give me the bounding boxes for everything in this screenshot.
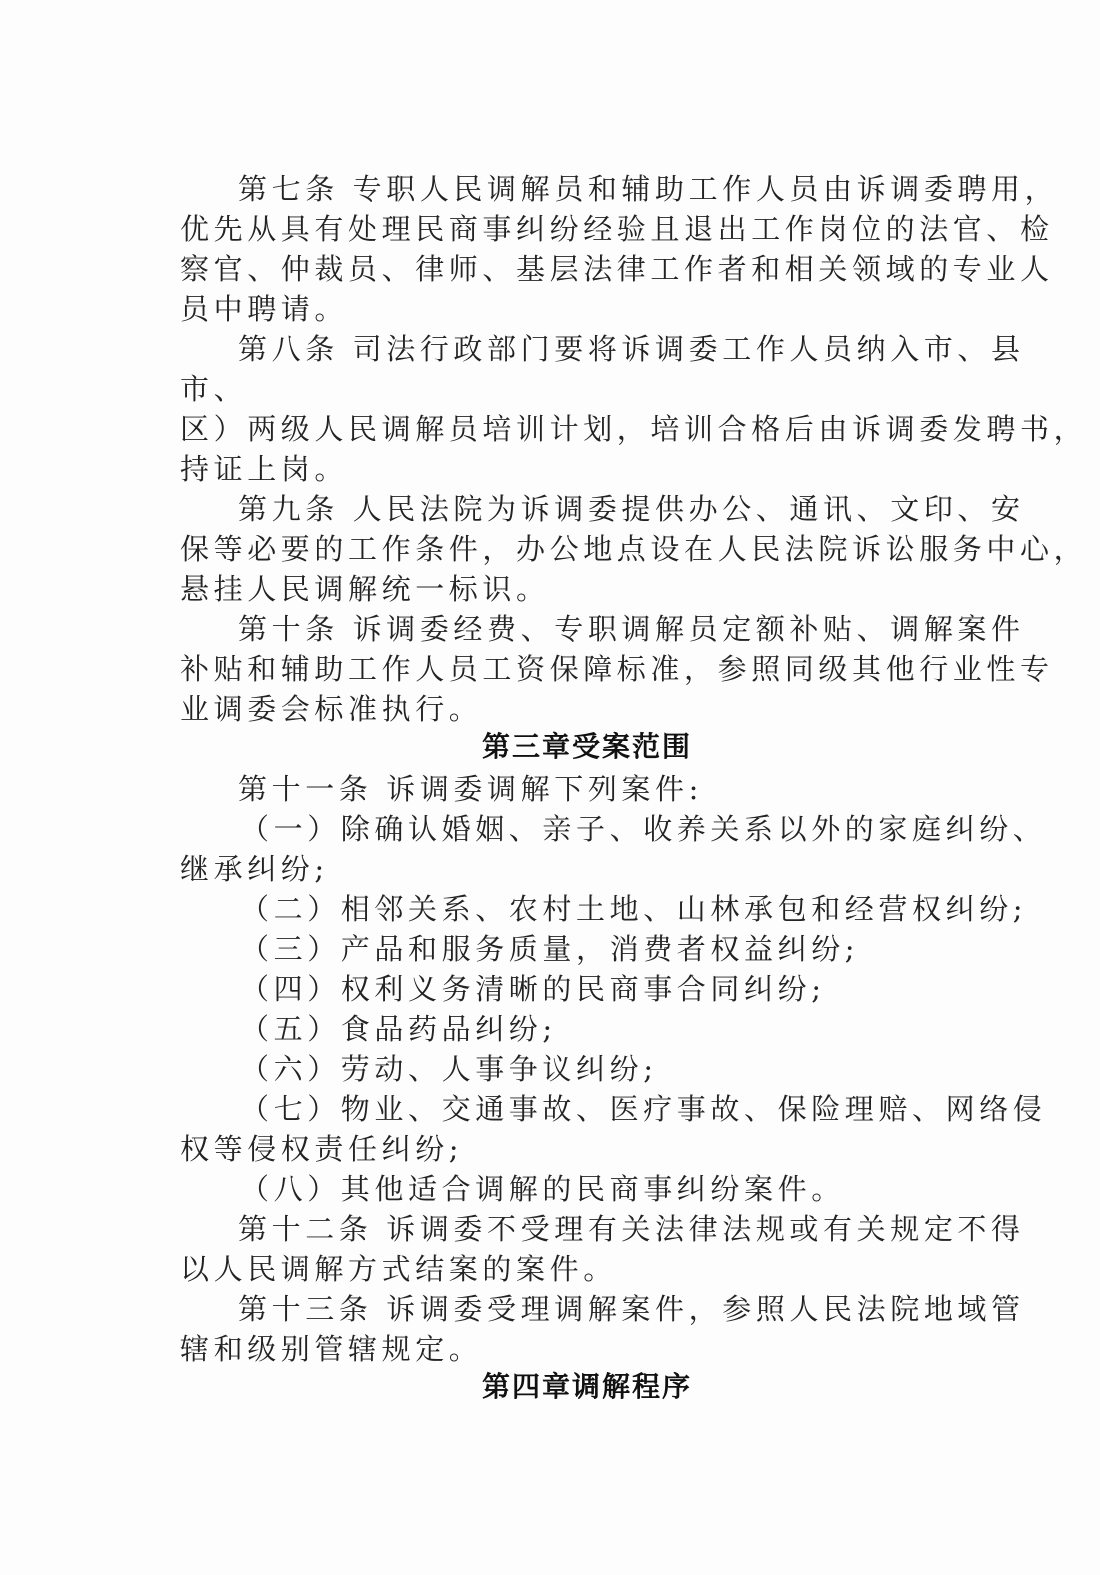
article-7-line-2: 优先从具有处理民商事纠纷经验且退出工作岗位的法官、检 bbox=[180, 212, 1054, 246]
article-8-line-2: 市、 bbox=[180, 372, 248, 406]
article-9-line-2: 保等必要的工作条件，办公地点设在人民法院诉讼服务中心， bbox=[180, 532, 1088, 566]
article-11-item-8: （八）其他适合调解的民商事纠纷案件。 bbox=[240, 1172, 845, 1206]
article-10-line-3: 业调委会标准执行。 bbox=[180, 692, 483, 726]
article-9-line-3: 悬挂人民调解统一标识。 bbox=[180, 572, 550, 606]
article-11-item-4: （四）权利义务清晰的民商事合同纠纷; bbox=[240, 972, 826, 1006]
article-10-line-2: 补贴和辅助工作人员工资保障标准，参照同级其他行业性专 bbox=[180, 652, 1054, 686]
article-11-item-5: （五）食品药品纠纷; bbox=[240, 1012, 557, 1046]
article-12-line-2: 以人民调解方式结案的案件。 bbox=[180, 1252, 617, 1286]
article-11-item-1b: 继承纠纷; bbox=[180, 852, 329, 886]
chapter-4-heading: 第四章调解程序 bbox=[482, 1370, 693, 1403]
article-11-item-2: （二）相邻关系、农村土地、山林承包和经营权纠纷; bbox=[240, 892, 1028, 926]
article-10-line-1: 第十条 诉调委经费、专职调解员定额补贴、调解案件 bbox=[238, 612, 1025, 646]
article-7-line-3: 察官、仲裁员、律师、基层法律工作者和相关领域的专业人 bbox=[180, 252, 1054, 286]
article-7-line-4: 员中聘请。 bbox=[180, 292, 349, 326]
article-11-item-1a: （一）除确认婚姻、亲子、收养关系以外的家庭纠纷、 bbox=[240, 812, 1047, 846]
article-8-line-1: 第八条 司法行政部门要将诉调委工作人员纳入市、县 bbox=[238, 332, 1025, 366]
article-8-line-4: 持证上岗。 bbox=[180, 452, 349, 486]
article-11-item-6: （六）劳动、人事争议纠纷; bbox=[240, 1052, 658, 1086]
chapter-3-heading: 第三章受案范围 bbox=[482, 730, 693, 763]
article-12-line-1: 第十二条 诉调委不受理有关法律法规或有关规定不得 bbox=[238, 1212, 1025, 1246]
article-13-line-2: 辖和级别管辖规定。 bbox=[180, 1332, 483, 1366]
article-11-item-7a: （七）物业、交通事故、医疗事故、保险理赔、网络侵 bbox=[240, 1092, 1047, 1126]
article-9-line-1: 第九条 人民法院为诉调委提供办公、通讯、文印、安 bbox=[238, 492, 1025, 526]
article-13-line-1: 第十三条 诉调委受理调解案件，参照人民法院地域管 bbox=[238, 1292, 1025, 1326]
article-11-line-1: 第十一条 诉调委调解下列案件: bbox=[238, 772, 703, 806]
article-11-item-3: （三）产品和服务质量，消费者权益纠纷; bbox=[240, 932, 860, 966]
article-7-line-1: 第七条 专职人民调解员和辅助工作人员由诉调委聘用， bbox=[238, 172, 1059, 206]
article-8-line-3: 区）两级人民调解员培训计划，培训合格后由诉调委发聘书， bbox=[180, 412, 1088, 446]
article-11-item-7b: 权等侵权责任纠纷; bbox=[180, 1132, 464, 1166]
